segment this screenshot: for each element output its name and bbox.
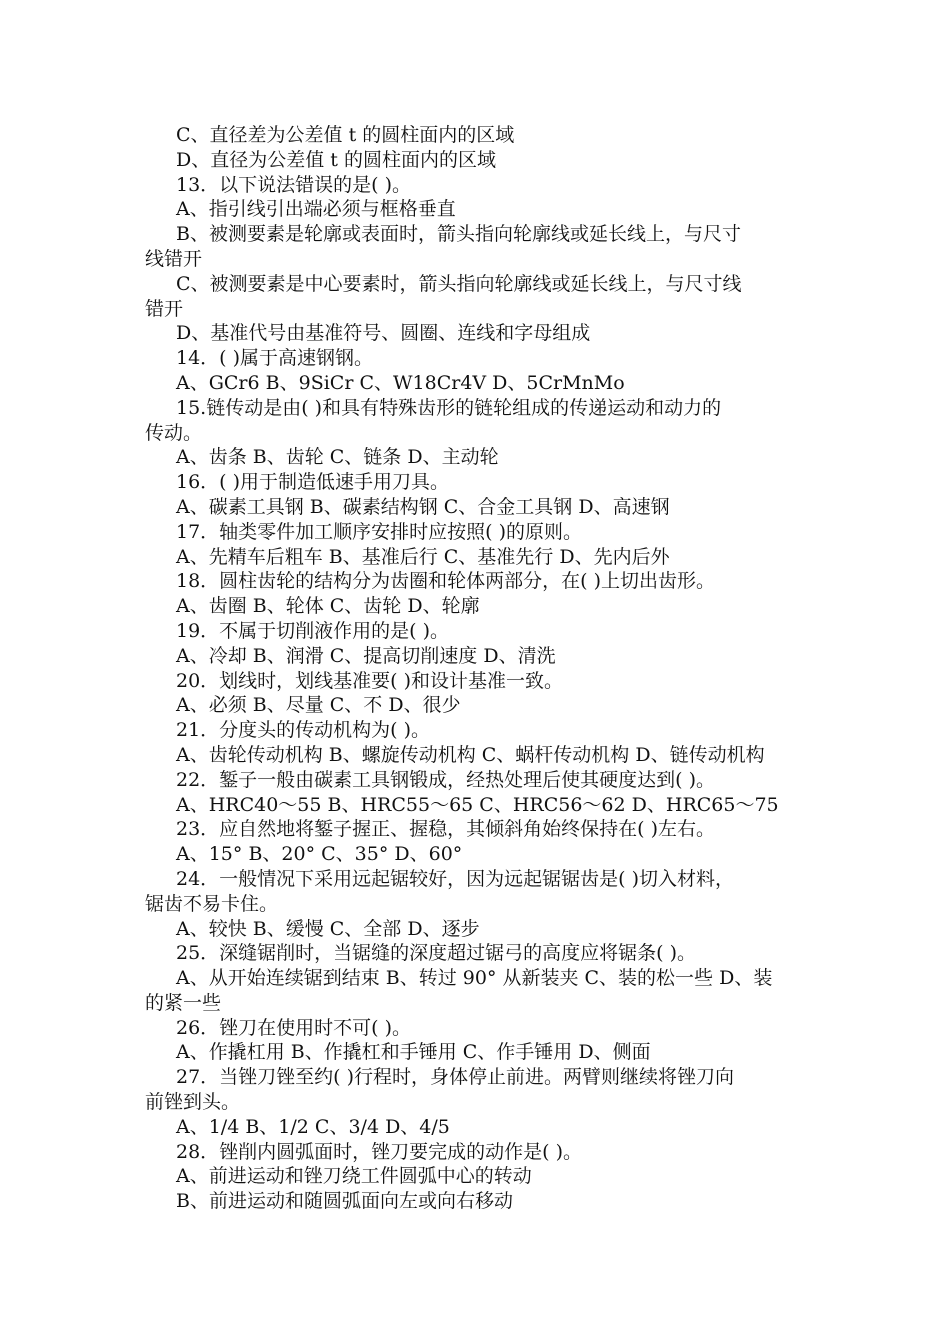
- text-line: A、15° B、20° C、35° D、60°: [176, 843, 463, 866]
- text-line: 28．锉削内圆弧面时，锉刀要完成的动作是( )。: [176, 1140, 583, 1163]
- text-line: 15.链传动是由( )和具有特殊齿形的链轮组成的传递运动和动力的: [176, 396, 722, 419]
- text-line: 23．应自然地将錾子握正、握稳，其倾斜角始终保持在( )左右。: [176, 818, 716, 841]
- text-line: 21．分度头的传动机构为( )。: [176, 719, 431, 742]
- text-line: D、直径为公差值 t 的圆柱面内的区域: [176, 148, 496, 171]
- text-line-continuation: 错开: [145, 297, 184, 320]
- text-line: 26．锉刀在使用时不可( )。: [176, 1016, 412, 1039]
- text-line: A、齿轮传动机构 B、螺旋传动机构 C、蜗杆传动机构 D、链传动机构: [176, 743, 765, 766]
- text-line: 14．( )属于高速钢钢。: [176, 347, 374, 370]
- text-line: 16．( )用于制造低速手用刀具。: [176, 471, 450, 494]
- text-line-continuation: 传动。: [145, 421, 203, 444]
- text-line: A、必须 B、尽量 C、不 D、很少: [176, 694, 461, 717]
- text-line: 20．划线时，划线基准要( )和设计基准一致。: [176, 669, 564, 692]
- text-line: A、1/4 B、1/2 C、3/4 D、4/5: [176, 1115, 450, 1138]
- text-line-continuation: 锯齿不易卡住。: [145, 892, 279, 915]
- text-line: D、基准代号由基准符号、圆圈、连线和字母组成: [176, 322, 591, 345]
- text-line: 18．圆柱齿轮的结构分为齿圈和轮体两部分，在( )上切出齿形。: [176, 570, 716, 593]
- text-line: 27．当锉刀锉至约( )行程时，身体停止前进。两臂则继续将锉刀向: [176, 1066, 735, 1089]
- text-line: A、从开始连续锯到结束 B、转过 90° 从新装夹 C、装的松一些 D、装: [176, 967, 773, 990]
- text-line: 19．不属于切削液作用的是( )。: [176, 619, 450, 642]
- text-line: A、GCr6 B、9SiCr C、W18Cr4V D、5CrMnMo: [176, 371, 625, 394]
- text-line: 13．以下说法错误的是( )。: [176, 173, 412, 196]
- text-line: A、指引线引出端必须与框格垂直: [176, 198, 456, 221]
- text-line: A、HRC40～55 B、HRC55～65 C、HRC56～62 D、HRC65～75: [176, 793, 779, 816]
- text-line: 22．錾子一般由碳素工具钢锻成，经热处理后使其硬度达到( )。: [176, 768, 716, 791]
- document-body: [145, 123, 810, 1214]
- text-line: B、前进运动和随圆弧面向左或向右移动: [176, 1190, 513, 1213]
- text-line: A、前进运动和锉刀绕工件圆弧中心的转动: [176, 1165, 532, 1188]
- text-line: C、被测要素是中心要素时，箭头指向轮廓线或延长线上，与尺寸线: [176, 272, 742, 295]
- text-line-continuation: 前锉到头。: [145, 1091, 241, 1114]
- text-line: C、直径差为公差值 t 的圆柱面内的区域: [176, 124, 515, 146]
- text-line: A、先精车后粗车 B、基准后行 C、基准先行 D、先内后外: [176, 545, 670, 568]
- text-line: A、齿圈 B、轮体 C、齿轮 D、轮廓: [176, 595, 480, 618]
- text-line: 17．轴类零件加工顺序安排时应按照( )的原则。: [176, 520, 583, 543]
- text-line-continuation: 的紧一些: [145, 991, 222, 1014]
- text-line: A、作撬杠用 B、作撬杠和手锤用 C、作手锤用 D、侧面: [176, 1041, 651, 1064]
- text-line: A、较快 B、缓慢 C、全部 D、逐步: [176, 917, 480, 940]
- text-line: A、碳素工具钢 B、碳素结构钢 C、合金工具钢 D、高速钢: [176, 495, 670, 518]
- text-line: A、冷却 B、润滑 C、提高切削速度 D、清洗: [176, 644, 556, 667]
- text-line: 25．深缝锯削时，当锯缝的深度超过锯弓的高度应将锯条( )。: [176, 942, 697, 965]
- text-line: 24．一般情况下采用远起锯较好，因为远起锯锯齿是( )切入材料，: [176, 867, 735, 890]
- text-line: B、被测要素是轮廓或表面时，箭头指向轮廓线或延长线上，与尺寸: [176, 223, 741, 246]
- text-line: A、齿条 B、齿轮 C、链条 D、主动轮: [176, 446, 499, 469]
- text-line-continuation: 线错开: [145, 247, 203, 270]
